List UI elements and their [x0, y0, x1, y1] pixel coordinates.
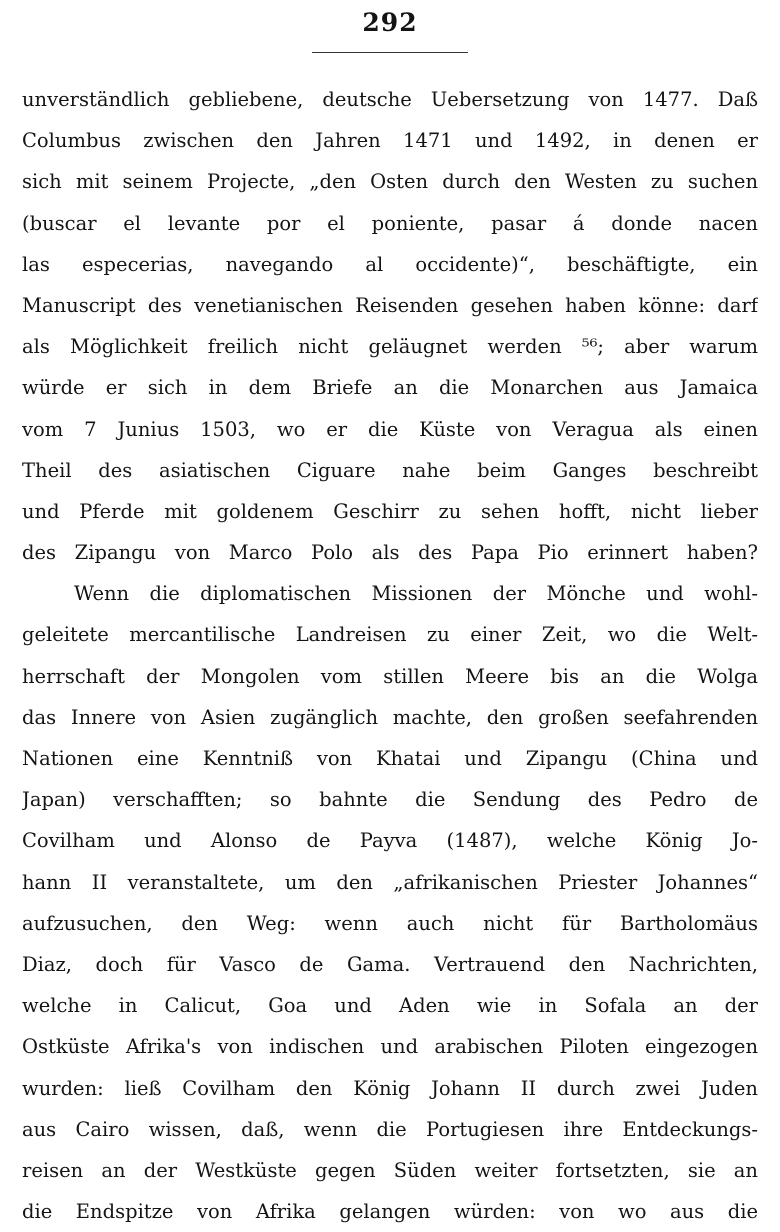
text-line: Nationen eine Kenntniß von Khatai und Zipangu (China und: [22, 747, 758, 770]
text-line: Japan) verschafften; so bahnte die Sendung des Pedro de: [22, 788, 758, 812]
text-line: reisen an der Westküste gegen Süden weiter fortsetzten, sie an: [22, 1158, 758, 1182]
text-line: würde er sich in dem Briefe an die Monarchen aus Jamaica: [22, 376, 758, 400]
text-line: aufzusuchen, den Weg: wenn auch nicht für Bartholomäus: [22, 911, 758, 935]
text-line: las especerias, navegando al occidente)“, beschäftigte, ein: [22, 252, 758, 276]
text-line: Covilham und Alonso de Payva (1487), welche König Jo-: [22, 829, 758, 853]
text-line: sich mit seinem Projecte, „den Osten durch den Westen zu suchen: [22, 170, 758, 194]
text-line: als Möglichkeit freilich nicht geläugnet werden ⁵⁶; aber warum: [22, 335, 758, 359]
text-line: das Innere von Asien zugänglich machte, den großen seefahrenden: [22, 705, 758, 729]
text-line: Theil des asiatischen Ciguare nahe beim Ganges beschreibt: [22, 458, 758, 482]
text-line: Wenn die diplomatischen Missionen der Mönche und wohl-: [74, 582, 758, 606]
body-text: [22, 79, 758, 1232]
text-line: die Endspitze von Afrika gelangen würden: von wo aus die: [22, 1200, 758, 1224]
text-line: geleitete mercantilische Landreisen zu einer Zeit, wo die Welt-: [22, 623, 758, 647]
page-number: 292: [362, 8, 418, 37]
text-line: Columbus zwischen den Jahren 1471 und 1492, in denen er: [22, 129, 758, 153]
text-line: aus Cairo wissen, daß, wenn die Portugiesen ihre Entdeckungs-: [22, 1117, 758, 1141]
text-line: und Pferde mit goldenem Geschirr zu sehen hofft, nicht lieber: [22, 499, 758, 523]
text-line: hann II veranstaltete, um den „afrikanischen Priester Johannes“: [22, 870, 758, 894]
text-line: des Zipangu von Marco Polo als des Papa Pio erinnert haben?: [22, 541, 758, 565]
text-line: Diaz, doch für Vasco de Gama. Vertrauend den Nachrichten,: [22, 952, 758, 976]
text-line: Manuscript des venetianischen Reisenden gesehen haben könne: darf: [22, 293, 758, 317]
text-line: (buscar el levante por el poniente, pasar á donde nacen: [22, 211, 758, 235]
text-line: herrschaft der Mongolen vom stillen Meere bis an die Wolga: [22, 664, 758, 688]
text-line: wurden: ließ Covilham den König Johann II durch zwei Juden: [22, 1076, 758, 1100]
text-line: Ostküste Afrika's von indischen und arabischen Piloten eingezogen: [22, 1035, 758, 1059]
text-line: welche in Calicut, Goa und Aden wie in Sofala an der: [22, 994, 758, 1018]
header-rule: [312, 52, 468, 53]
text-line: unverständlich gebliebene, deutsche Uebersetzung von 1477. Daß: [22, 88, 758, 111]
text-line: vom 7 Junius 1503, wo er die Küste von Veragua als einen: [22, 417, 758, 441]
